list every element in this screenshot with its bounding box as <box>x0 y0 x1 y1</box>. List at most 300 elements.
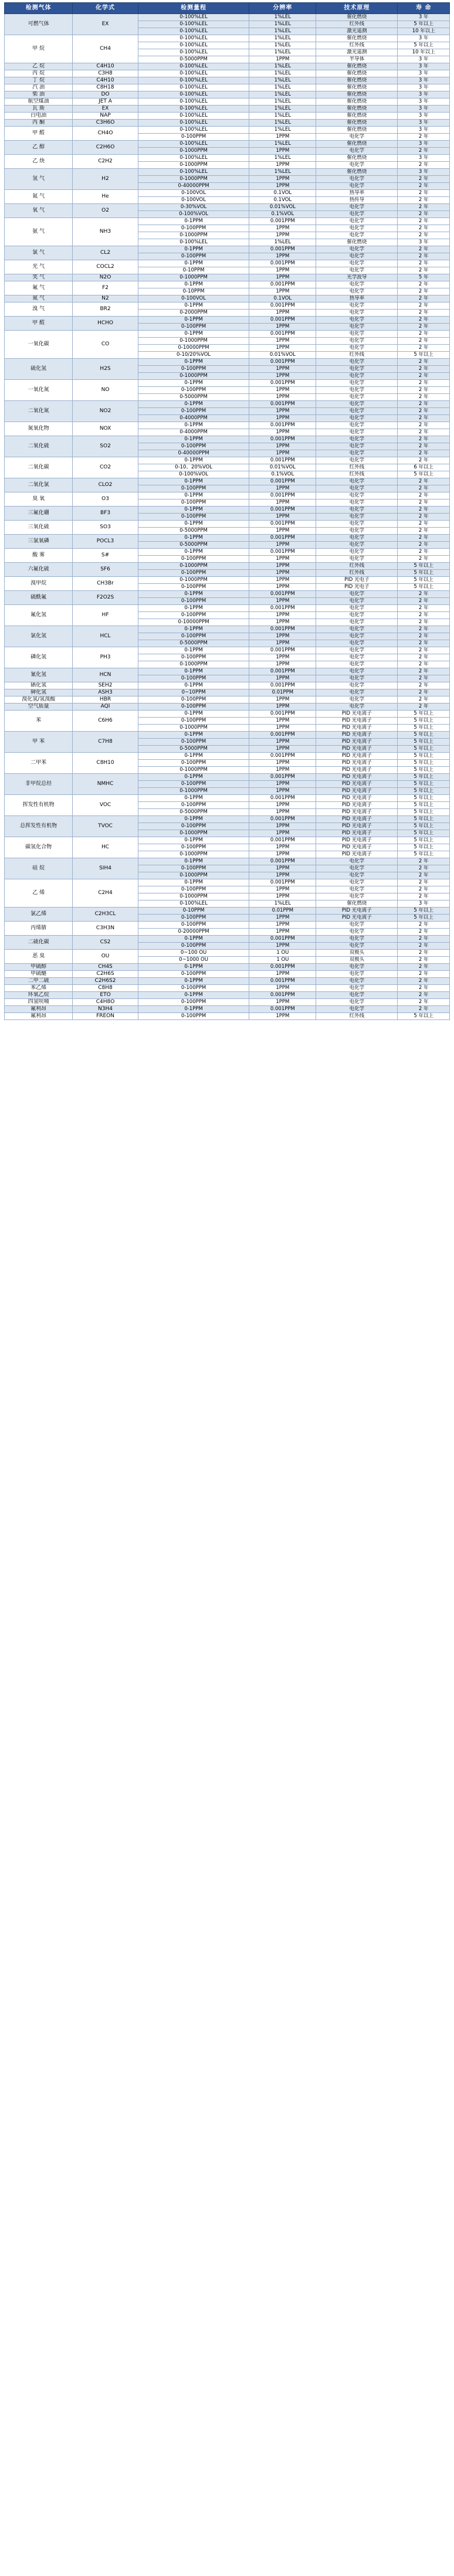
table-row <box>5 478 450 485</box>
cell-resolution: 1%LEL <box>249 127 316 134</box>
cell-formula: C2H4 <box>73 879 138 908</box>
cell-life: 2 年 <box>398 338 450 345</box>
cell-range: 0-1PPM <box>138 260 249 267</box>
cell-life: 3 年 <box>398 120 450 127</box>
cell-life: 2 年 <box>398 232 450 239</box>
cell-resolution: 1PPM <box>249 577 316 584</box>
cell-gas: 航空煤油 <box>5 98 73 106</box>
cell-technology: 催化燃烧 <box>316 91 398 98</box>
cell-life: 2 年 <box>398 556 450 563</box>
cell-resolution: 1PPM <box>249 675 316 682</box>
table-row <box>5 1006 450 1013</box>
cell-formula: C4H8O <box>73 999 138 1006</box>
cell-range: 0-1PPM <box>138 218 249 225</box>
cell-resolution: 0.001PPM <box>249 605 316 612</box>
cell-formula: C3H6O <box>73 120 138 127</box>
cell-life: 5 年以上 <box>398 471 450 478</box>
cell-life: 5 年以上 <box>398 42 450 49</box>
cell-technology: PID 光电离子 <box>316 837 398 844</box>
table-header <box>5 3 450 14</box>
cell-resolution: 0.001PPM <box>249 795 316 802</box>
cell-range: 0-100PPM <box>138 584 249 591</box>
cell-range: 0-100PPM <box>138 134 249 141</box>
cell-formula: HCL <box>73 626 138 647</box>
cell-range: 0-1PPM <box>138 380 249 387</box>
table-row <box>5 380 450 387</box>
cell-technology: 电化学 <box>316 535 398 542</box>
cell-technology: PID 光电离子 <box>316 851 398 858</box>
cell-range: 0-100PPM <box>138 570 249 577</box>
cell-resolution: 0.001PPM <box>249 978 316 985</box>
cell-resolution: 1%LEL <box>249 63 316 70</box>
table-row <box>5 999 450 1006</box>
cell-life: 2 年 <box>398 936 450 943</box>
cell-gas: 氟利昂 <box>5 1006 73 1013</box>
cell-technology: 电化学 <box>316 246 398 253</box>
cell-resolution: 1PPM <box>249 499 316 507</box>
cell-life: 2 年 <box>398 872 450 879</box>
cell-range: 0-10/20%VOL <box>138 352 249 359</box>
cell-resolution: 1PPM <box>249 528 316 535</box>
cell-resolution: 1PPM <box>249 746 316 753</box>
cell-formula: C2H6S <box>73 971 138 978</box>
cell-technology: PID 光电离子 <box>316 823 398 830</box>
cell-technology: 电化学 <box>316 176 398 183</box>
cell-formula: SEH2 <box>73 682 138 689</box>
table-row <box>5 84 450 91</box>
cell-life: 5 年以上 <box>398 732 450 739</box>
cell-resolution: 0.001PPM <box>249 549 316 556</box>
cell-gas: 氮氧化物 <box>5 422 73 436</box>
table-row <box>5 204 450 211</box>
cell-range: 0-40000PPM <box>138 183 249 190</box>
cell-range: 0-1000PPM <box>138 232 249 239</box>
cell-technology: 电化学 <box>316 605 398 612</box>
cell-life: 2 年 <box>398 197 450 204</box>
table-row <box>5 985 450 992</box>
cell-technology: 电化学 <box>316 612 398 619</box>
cell-resolution: 1PPM <box>249 872 316 879</box>
table-row <box>5 35 450 42</box>
cell-life: 5 年以上 <box>398 802 450 809</box>
cell-range: 0-2000PPM <box>138 310 249 317</box>
cell-life: 5 年以上 <box>398 563 450 570</box>
cell-technology: PID 光电离子 <box>316 816 398 823</box>
cell-resolution: 1PPM <box>249 162 316 169</box>
cell-gas: 瓦 斯 <box>5 106 73 113</box>
cell-life: 5 年以上 <box>398 570 450 577</box>
cell-resolution: 0.001PPM <box>249 858 316 865</box>
cell-technology: 电化学 <box>316 514 398 521</box>
cell-range: 0-100%LEL <box>138 106 249 113</box>
cell-range: 0-10PPM <box>138 908 249 915</box>
cell-life: 2 年 <box>398 893 450 900</box>
cell-formula: VOC <box>73 795 138 816</box>
cell-life: 5 年以上 <box>398 767 450 774</box>
table-row <box>5 492 450 499</box>
cell-range: 0-100%LEL <box>138 98 249 106</box>
cell-resolution: 1PPM <box>249 56 316 63</box>
cell-gas: 六氟化硫 <box>5 563 73 577</box>
cell-life: 2 年 <box>398 429 450 436</box>
table-row <box>5 936 450 943</box>
cell-formula: NO <box>73 380 138 401</box>
cell-resolution: 1PPM <box>249 324 316 331</box>
cell-formula: COCL2 <box>73 260 138 274</box>
cell-life: 5 年以上 <box>398 577 450 584</box>
cell-gas: 乙 烷 <box>5 63 73 70</box>
cell-technology: 电化学 <box>316 436 398 443</box>
cell-resolution: 0.001PPM <box>249 774 316 781</box>
table-row <box>5 190 450 197</box>
cell-technology: 电化学 <box>316 929 398 936</box>
cell-range: 0-1000PPM <box>138 788 249 795</box>
cell-life: 2 年 <box>398 499 450 507</box>
table-row <box>5 401 450 408</box>
cell-range: 0-1PPM <box>138 535 249 542</box>
cell-gas: 氮 气 <box>5 295 73 303</box>
cell-technology: PID 光电离子 <box>316 788 398 795</box>
cell-formula: He <box>73 190 138 204</box>
cell-formula: C4H10 <box>73 77 138 84</box>
cell-resolution: 0.001PPM <box>249 992 316 999</box>
cell-life: 2 年 <box>398 492 450 499</box>
cell-life: 2 年 <box>398 957 450 964</box>
cell-resolution: 0.001PPM <box>249 281 316 288</box>
cell-range: 0-100VOL <box>138 197 249 204</box>
cell-life: 6 年以上 <box>398 464 450 471</box>
cell-technology: 电化学 <box>316 879 398 886</box>
cell-resolution: 0.001PPM <box>249 711 316 718</box>
cell-range: 0-100%LEL <box>138 900 249 908</box>
cell-range: 0-10、20%VOL <box>138 464 249 471</box>
cell-range: 0-100%LEL <box>138 141 249 148</box>
table-row <box>5 563 450 570</box>
cell-resolution: 1PPM <box>249 450 316 457</box>
cell-technology: 催化燃烧 <box>316 63 398 70</box>
cell-range: 0-1PPM <box>138 774 249 781</box>
cell-range: 0-100%LEL <box>138 42 249 49</box>
cell-resolution: 1PPM <box>249 584 316 591</box>
cell-life: 2 年 <box>398 394 450 401</box>
cell-resolution: 0.001PPM <box>249 218 316 225</box>
cell-technology: 电化学 <box>316 394 398 401</box>
cell-technology: 电化学 <box>316 148 398 155</box>
cell-range: 0-1PPM <box>138 457 249 464</box>
cell-range: 0-1PPM <box>138 964 249 971</box>
cell-gas: 二甲二硫 <box>5 978 73 985</box>
cell-resolution: 0.01PPM <box>249 908 316 915</box>
cell-technology: 电化学 <box>316 303 398 310</box>
table-row <box>5 246 450 253</box>
cell-technology: PID 光电子 <box>316 577 398 584</box>
cell-range: 0-5000PPM <box>138 56 249 63</box>
cell-range: 0-1000PPM <box>138 563 249 570</box>
gas-detection-spec-table-page <box>0 0 454 1020</box>
table-row <box>5 647 450 654</box>
cell-resolution: 0.01%VOL <box>249 352 316 359</box>
cell-life: 2 年 <box>398 682 450 689</box>
cell-technology: 红外线 <box>316 352 398 359</box>
cell-technology: 电化学 <box>316 865 398 872</box>
cell-technology: 电化学 <box>316 267 398 274</box>
cell-technology: 红外线 <box>316 1013 398 1020</box>
cell-life: 2 年 <box>398 295 450 303</box>
cell-range: 0-100%LEL <box>138 70 249 77</box>
cell-life: 2 年 <box>398 535 450 542</box>
cell-life: 2 年 <box>398 218 450 225</box>
cell-life: 2 年 <box>398 303 450 310</box>
cell-resolution: 1PPM <box>249 823 316 830</box>
cell-technology: 催化燃烧 <box>316 14 398 21</box>
cell-gas: 氯 气 <box>5 246 73 260</box>
cell-formula: HCN <box>73 668 138 682</box>
cell-technology: 电化学 <box>316 478 398 485</box>
cell-resolution: 1PPM <box>249 802 316 809</box>
table-row <box>5 141 450 148</box>
cell-range: 0-100%VOL <box>138 471 249 478</box>
table-row <box>5 732 450 739</box>
cell-range: 0-5000PPM <box>138 746 249 753</box>
cell-resolution: 1%LEL <box>249 900 316 908</box>
cell-technology: 电化学 <box>316 338 398 345</box>
cell-resolution: 1PPM <box>249 971 316 978</box>
cell-range: 0-1PPM <box>138 478 249 485</box>
cell-formula: C2H2 <box>73 155 138 169</box>
cell-technology: 电化学 <box>316 654 398 661</box>
cell-gas: 溴 气 <box>5 303 73 317</box>
cell-life: 2 年 <box>398 436 450 443</box>
cell-range: 0~1000 OU <box>138 957 249 964</box>
cell-gas: 一氧化氮 <box>5 380 73 401</box>
cell-life: 3 年 <box>398 169 450 176</box>
cell-range: 0-100PPM <box>138 922 249 929</box>
cell-resolution: 1 OU <box>249 950 316 957</box>
cell-range: 0-1PPM <box>138 732 249 739</box>
cell-range: 0-5000PPM <box>138 528 249 535</box>
cell-range: 0-1000PPM <box>138 577 249 584</box>
cell-life: 5 年以上 <box>398 774 450 781</box>
cell-resolution: 1PPM <box>249 612 316 619</box>
cell-resolution: 1PPM <box>249 274 316 281</box>
cell-technology: PID 光电离子 <box>316 795 398 802</box>
cell-technology: 电化学 <box>316 380 398 387</box>
cell-life: 3 年 <box>398 900 450 908</box>
cell-resolution: 0.001PPM <box>249 492 316 499</box>
table-row <box>5 260 450 267</box>
cell-resolution: 1PPM <box>249 542 316 549</box>
cell-resolution: 0.001PPM <box>249 668 316 675</box>
cell-life: 5 年以上 <box>398 718 450 725</box>
cell-range: 0-100PPM <box>138 999 249 1006</box>
cell-resolution: 1PPM <box>249 633 316 640</box>
cell-resolution: 1PPM <box>249 929 316 936</box>
cell-gas: 二甲苯 <box>5 753 73 774</box>
cell-resolution: 1PPM <box>249 830 316 837</box>
table-row <box>5 837 450 844</box>
cell-life: 2 年 <box>398 521 450 528</box>
cell-life: 2 年 <box>398 478 450 485</box>
cell-technology: 催化燃烧 <box>316 141 398 148</box>
cell-technology: 电化学 <box>316 661 398 668</box>
cell-resolution: 1%LEL <box>249 141 316 148</box>
cell-range: 0-1PPM <box>138 1006 249 1013</box>
table-row <box>5 359 450 366</box>
cell-life: 3 年 <box>398 98 450 106</box>
cell-gas: 甲 苯 <box>5 732 73 753</box>
cell-life: 2 年 <box>398 380 450 387</box>
cell-resolution: 1%LEL <box>249 239 316 246</box>
cell-life: 5 年以上 <box>398 739 450 746</box>
cell-resolution: 1%LEL <box>249 77 316 84</box>
cell-range: 0-100PPM <box>138 943 249 950</box>
cell-technology: 半导体 <box>316 56 398 63</box>
cell-life: 5 年以上 <box>398 760 450 767</box>
cell-formula: HCHO <box>73 317 138 331</box>
cell-technology: PID 光电离子 <box>316 725 398 732</box>
cell-technology: 电化学 <box>316 450 398 457</box>
cell-range: 0-100%LEL <box>138 155 249 162</box>
cell-gas: 氦 气 <box>5 190 73 204</box>
cell-range: 0-100PPM <box>138 324 249 331</box>
cell-life: 2 年 <box>398 668 450 675</box>
cell-formula: F2O2S <box>73 591 138 605</box>
cell-life: 2 年 <box>398 605 450 612</box>
cell-life: 2 年 <box>398 387 450 394</box>
cell-life: 2 年 <box>398 978 450 985</box>
cell-technology: 激光遥测 <box>316 28 398 35</box>
cell-life: 2 年 <box>398 626 450 633</box>
cell-resolution: 1PPM <box>249 345 316 352</box>
cell-formula: C3H8 <box>73 70 138 77</box>
cell-range: 0-1000PPM <box>138 872 249 879</box>
table-row <box>5 77 450 84</box>
cell-resolution: 1%LEL <box>249 120 316 127</box>
cell-range: 0-1000PPM <box>138 767 249 774</box>
table-row <box>5 605 450 612</box>
cell-range: 0-10PPM <box>138 267 249 274</box>
cell-gas: 环氧乙烷 <box>5 992 73 999</box>
cell-range: 0-100PPM <box>138 598 249 605</box>
cell-technology: PID 光电离子 <box>316 711 398 718</box>
cell-technology: PID 光电离子 <box>316 753 398 760</box>
cell-formula: FREON <box>73 1013 138 1020</box>
cell-formula: ETO <box>73 992 138 999</box>
cell-technology: 电化学 <box>316 401 398 408</box>
cell-range: 0-1PPM <box>138 647 249 654</box>
cell-range: 0-100PPM <box>138 556 249 563</box>
table-row <box>5 795 450 802</box>
cell-gas: 二氧化氯 <box>5 478 73 492</box>
cell-formula: CH4 <box>73 35 138 63</box>
cell-resolution: 0.001PPM <box>249 816 316 823</box>
cell-gas: 氟利昂 <box>5 1013 73 1020</box>
cell-technology: 电化学 <box>316 443 398 450</box>
table-row <box>5 591 450 598</box>
cell-resolution: 0.001PPM <box>249 647 316 654</box>
cell-range: 0-100PPM <box>138 696 249 704</box>
cell-range: 0-1PPM <box>138 795 249 802</box>
cell-gas: 氢 气 <box>5 169 73 190</box>
cell-technology: PID 光电子 <box>316 584 398 591</box>
cell-formula: CL2 <box>73 246 138 260</box>
cell-range: 0-100VOL <box>138 190 249 197</box>
cell-life: 2 年 <box>398 246 450 253</box>
cell-technology: 激光遥测 <box>316 49 398 56</box>
cell-technology: 电化学 <box>316 626 398 633</box>
cell-formula: HC <box>73 837 138 858</box>
cell-life: 2 年 <box>398 647 450 654</box>
cell-life: 2 年 <box>398 992 450 999</box>
cell-technology: 光学波导 <box>316 274 398 281</box>
cell-technology: 电化学 <box>316 936 398 943</box>
cell-range: 0-100%VOL <box>138 211 249 218</box>
cell-gas: 丙烯腈 <box>5 922 73 936</box>
cell-resolution: 0.001PPM <box>249 753 316 760</box>
cell-gas: 甲 醛 <box>5 127 73 141</box>
cell-resolution: 1PPM <box>249 232 316 239</box>
cell-gas: 空气质量 <box>5 704 73 711</box>
cell-technology: 电化学 <box>316 886 398 893</box>
cell-range: 0-10000PPM <box>138 345 249 352</box>
cell-formula: SIH4 <box>73 858 138 879</box>
cell-range: 0-100PPM <box>138 781 249 788</box>
cell-technology: 电化学 <box>316 922 398 929</box>
cell-resolution: 1%LEL <box>249 155 316 162</box>
cell-resolution: 1PPM <box>249 985 316 992</box>
cell-resolution: 1PPM <box>249 556 316 563</box>
cell-range: 0~10PPM <box>138 689 249 696</box>
cell-formula: OU <box>73 950 138 964</box>
cell-life: 2 年 <box>398 879 450 886</box>
cell-gas: 可燃气体 <box>5 14 73 35</box>
cell-technology: PID 光电离子 <box>316 760 398 767</box>
cell-technology: 电化学 <box>316 317 398 324</box>
cell-technology: 电化学 <box>316 331 398 338</box>
cell-technology: 红外线 <box>316 21 398 28</box>
cell-gas: 硫酰氟 <box>5 591 73 605</box>
cell-formula: HF <box>73 605 138 626</box>
cell-range: 0-100%LEL <box>138 91 249 98</box>
cell-formula: C2H3CL <box>73 908 138 922</box>
cell-resolution: 1PPM <box>249 844 316 851</box>
cell-resolution: 1%LEL <box>249 42 316 49</box>
cell-life: 2 年 <box>398 922 450 929</box>
cell-technology: 电化学 <box>316 992 398 999</box>
cell-resolution: 0.001PPM <box>249 380 316 387</box>
table-row <box>5 1013 450 1020</box>
cell-range: 0-100PPM <box>138 1013 249 1020</box>
cell-life: 2 年 <box>398 331 450 338</box>
gas-spec-table <box>4 2 450 1020</box>
cell-technology: 红外线 <box>316 563 398 570</box>
cell-resolution: 0.001PPM <box>249 837 316 844</box>
cell-technology: PID 光电离子 <box>316 774 398 781</box>
cell-range: 0-1PPM <box>138 858 249 865</box>
cell-resolution: 1PPM <box>249 429 316 436</box>
cell-range: 0-1PPM <box>138 682 249 689</box>
cell-range: 0-1PPM <box>138 816 249 823</box>
cell-resolution: 1PPM <box>249 809 316 816</box>
cell-formula: N3H4 <box>73 1006 138 1013</box>
cell-resolution: 1PPM <box>249 394 316 401</box>
cell-life: 2 年 <box>398 542 450 549</box>
cell-life: 10 年以上 <box>398 49 450 56</box>
table-row <box>5 120 450 127</box>
cell-formula: DO <box>73 91 138 98</box>
cell-resolution: 1PPM <box>249 619 316 626</box>
cell-formula: NOX <box>73 422 138 436</box>
